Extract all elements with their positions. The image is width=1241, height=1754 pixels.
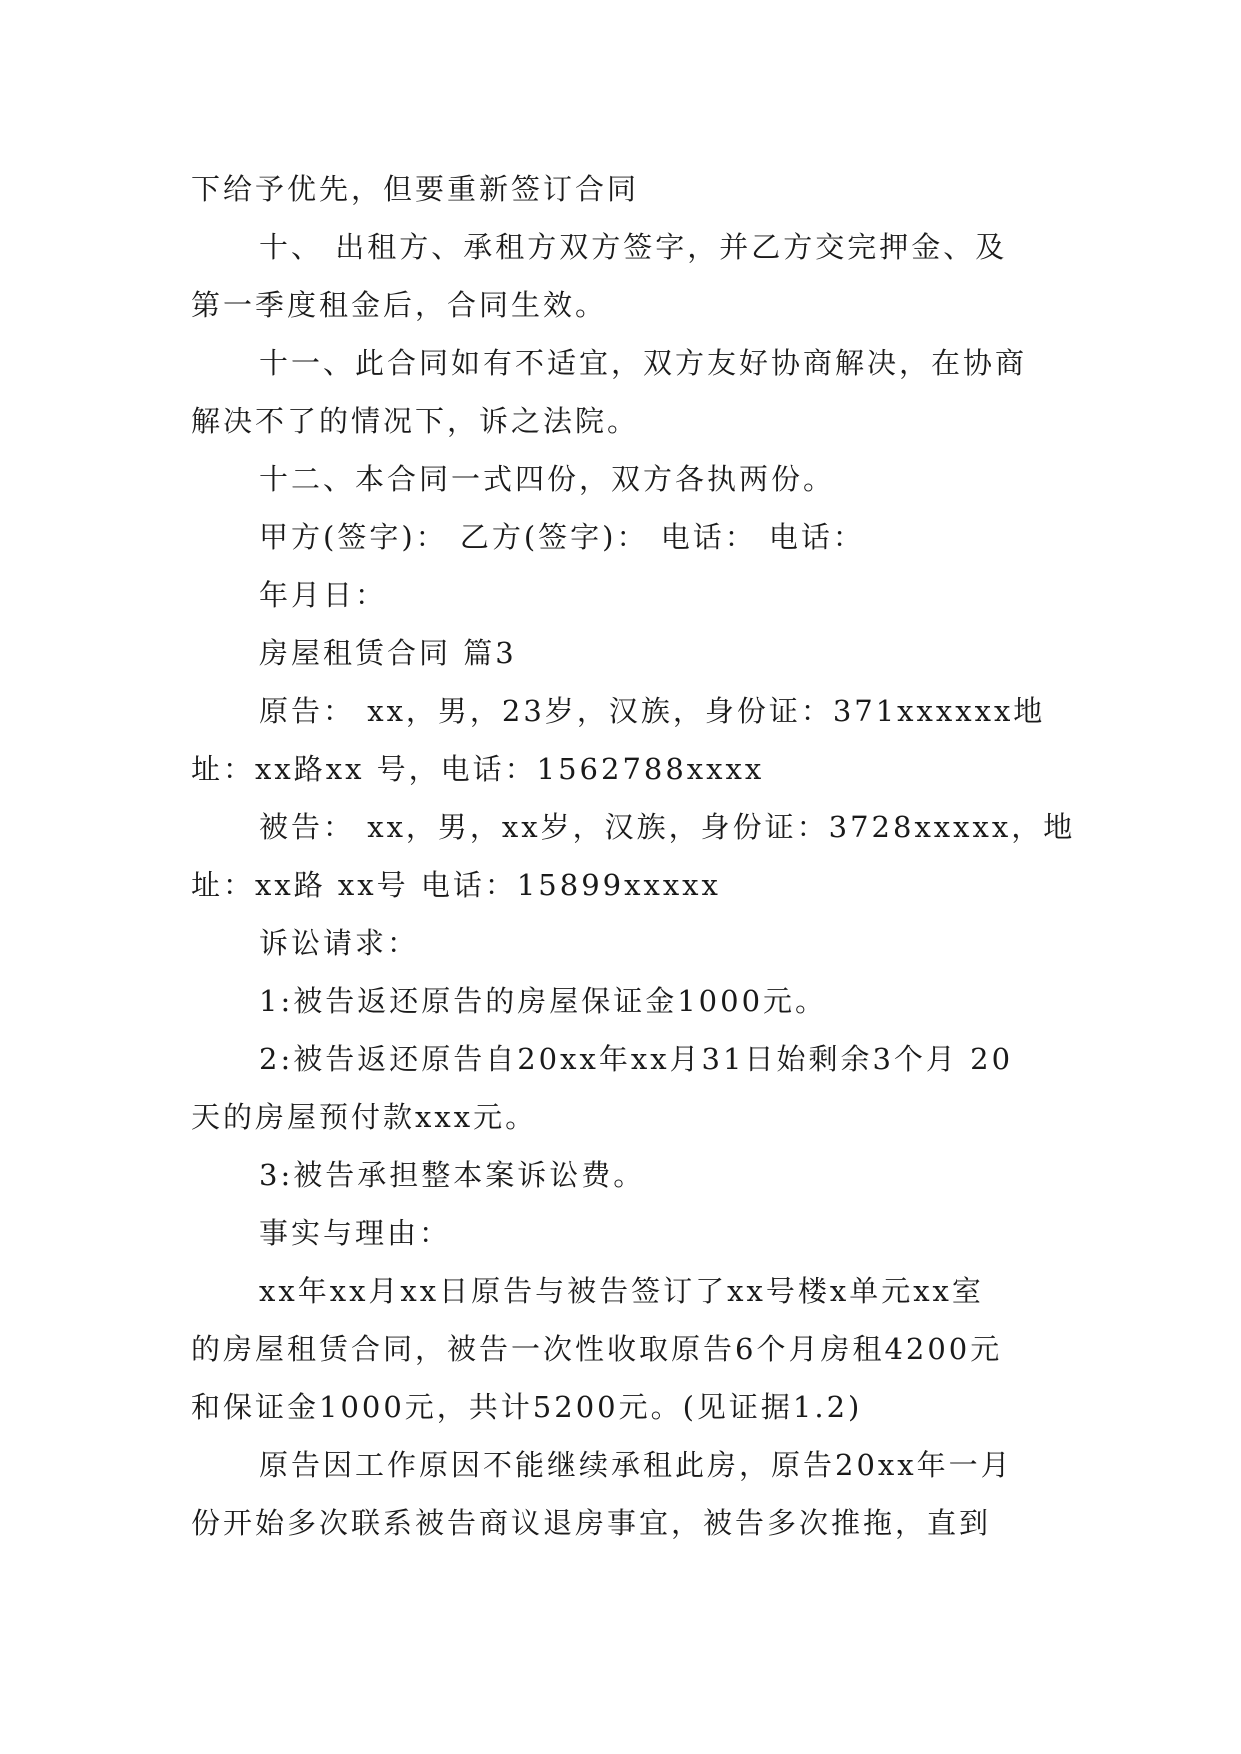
document-body (191, 160, 1076, 1552)
text-line: 解决不了的情况下，诉之法院。 (191, 404, 640, 438)
text-line: 的房屋租赁合同，被告一次性收取原告6个月房租4200元 (191, 1332, 1003, 1366)
text-line: 十一、此合同如有不适宜，双方友好协商解决，在协商 (259, 346, 1028, 380)
text-line: 十、 出租方、承租方双方签字，并乙方交完押金、及 (259, 230, 1008, 264)
text-line: 诉讼请求： (259, 926, 420, 960)
text-line: xx年xx月xx日原告与被告签订了xx号楼x单元xx室 (259, 1274, 984, 1308)
text-line: 第一季度租金后，合同生效。 (191, 288, 608, 322)
text-line: 原告因工作原因不能继续承租此房，原告20xx年一月 (259, 1448, 1013, 1482)
text-line: 和保证金1000元，共计5200元。(见证据1.2) (191, 1390, 863, 1424)
text-line: 2:被告返还原告自20xx年xx月31日始剩余3个月 20 (259, 1042, 1014, 1076)
text-line: 天的房屋预付款xxx元。 (191, 1100, 538, 1134)
text-line: 甲方(签字)： 乙方(签字)： 电话： 电话： (259, 520, 865, 554)
text-line: 下给予优先，但要重新签订合同 (191, 172, 640, 206)
text-line: 址：xx路 xx号 电话：15899xxxxx (191, 868, 721, 902)
text-line: 十二、本合同一式四份，双方各执两份。 (259, 462, 836, 496)
text-line: 被告： xx，男，xx岁，汉族，身份证：3728xxxxx，地 (259, 810, 1076, 844)
text-line: 1:被告返还原告的房屋保证金1000元。 (259, 984, 828, 1018)
text-line: 年月日： (259, 578, 388, 612)
text-line: 3:被告承担整本案诉讼费。 (259, 1158, 646, 1192)
text-line: 原告： xx，男，23岁，汉族，身份证：371xxxxxx地 (259, 694, 1046, 728)
text-line: 份开始多次联系被告商议退房事宜，被告多次推拖，直到 (191, 1506, 992, 1540)
text-line: 事实与理由： (259, 1216, 452, 1250)
text-line: 房屋租赁合同 篇3 (259, 636, 517, 670)
text-line: 址：xx路xx 号，电话：1562788xxxx (191, 752, 765, 786)
